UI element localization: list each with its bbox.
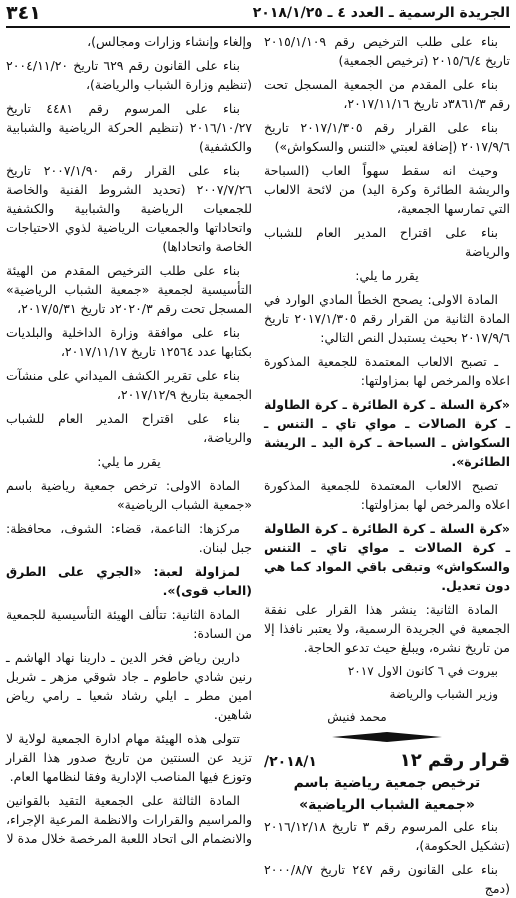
decides-line: يقرر ما يلي: (97, 454, 161, 469)
divider-ornament-icon (332, 732, 442, 742)
association-sport: لمزاولة لعبة: «الجري على الطرق (العاب قوى)». (6, 564, 252, 598)
founders-list: دارين رياض فخر الدين ـ دارينا نهاد الهاشم ـ رنين شادي حاطوم ـ جاد شوقي مزهر ـ شربل امين مطر ـ ايلي رشاد شعيا ـ رامي رياض شاهين. (6, 650, 252, 722)
signature-title: وزير الشباب والرياضة (389, 687, 498, 701)
paragraph: وإلغاء وإنشاء وزارات ومجالس)، (87, 34, 252, 49)
right-column (264, 32, 510, 896)
paragraph: بناء على المقدم من الجمعية المسجل تحت رقم ٣٨٦١/٣د تاريخ ٢٠١٧/١١/١٦، (264, 77, 510, 111)
association-location: مركزها: الناعمة، قضاء: الشوف، محافظة: جبل لبنان. (6, 521, 252, 555)
decision-date: ٢٠١٨/١/ (264, 754, 317, 770)
paragraph: وحيث انه سقط سهواً العاب (السباحة والريشة الطائرة وكرة اليد) من لائحة الالعاب التي تمارسها الجمعية، (264, 163, 510, 216)
decision-number: قرار رقم ١٢ (399, 750, 510, 771)
paragraph: بناء على تقرير الكشف الميداني على منشآت الجمعية بتاريخ ٢٠١٧/١٢/٩، (6, 368, 252, 402)
paragraph: بناء على المرسوم رقم ٤٤٨١ تاريخ ٢٠١٦/١٠/٢٧ (تنظيم الحركة الرياضية والشبابية والكشفية) (6, 101, 252, 154)
paragraph: بناء على اقتراح المدير العام للشباب والرياضة (264, 225, 510, 259)
signature-place-date: بيروت في ٦ كانون الاول ٢٠١٧ (347, 664, 498, 678)
section-divider (264, 732, 510, 742)
page-header (6, 0, 510, 28)
signature-name: محمد فنيش (327, 710, 387, 724)
association-name: «جمعية الشباب الرياضية» (299, 797, 475, 813)
page-number: ٣٤١ (6, 2, 41, 24)
article-second: المادة الثانية: ينشر هذا القرار على نفقة الجمعية في الجريدة الرسمية، ولا يعتبر نافذا إلا من تاريخ نشره، ويبلغ حيث تدعو الحاجة. (264, 602, 510, 655)
paragraph: ـ تصبح الالعاب المعتمدة للجمعية المذكورة اعلاه والمرخص لها بمزاولتها: (264, 354, 510, 388)
paragraph: بناء على المرسوم رقم ٣ تاريخ ٢٠١٦/١٢/١٨ (تشكيل الحكومة)، (264, 819, 510, 853)
paragraph: تصبح الالعاب المعتمدة للجمعية المذكورة اعلاه والمرخص لها بمزاولتها: (264, 478, 510, 512)
paragraph: بناء على طلب الترخيص رقم ٢٠١٥/١/١٠٩ تاريخ ٢٠١٥/٦/٤ (ترخيص الجمعية) (264, 34, 510, 68)
paragraph: بناء على طلب الترخيص المقدم من الهيئة التأسيسية لجمعية «جمعية الشباب الرياضية» المسجل تحت رقم ٢٠٢٠/٣د تاريخ ٢٠١٧/٥/٣١، (6, 263, 252, 316)
paragraph: بناء على القرار رقم ٢٠٠٧/١/٩٠ تاريخ ٢٠٠٧/٧/٢٦ (تحديد الشروط الفنية والخاصة للجمعيات الرياضية والشبابية والكشفية واتحاداتها والجمعيات الرياضية لذوي الاحتياجات الخاصة واتحاداها) (6, 163, 252, 254)
paragraph: تتولى هذه الهيئة مهام ادارة الجمعية لولاية لا تزيد عن السنتين من تاريخ صدور هذا القرار وتوزع فيها المناصب الإدارية وفقا لنظامها العام. (6, 731, 252, 784)
paragraph: بناء على موافقة وزارة الداخلية والبلديات بكتابها عدد ١٢٥٦٤ تاريخ ٢٠١٧/١١/١٧، (6, 325, 252, 359)
paragraph: بناء على اقتراح المدير العام للشباب والرياضة، (6, 411, 252, 445)
paragraph: بناء على القانون رقم ٦٢٩ تاريخ ٢٠٠٤/١١/٢٠ (تنظيم وزارة الشباب والرياضة)، (6, 58, 252, 92)
decides-line: يقرر ما يلي: (355, 268, 419, 283)
decision-subject: ترخيص جمعية رياضية باسم (293, 775, 481, 791)
columns (6, 32, 510, 896)
paragraph: بناء على القرار رقم ٢٠١٧/١/٣٠٥ تاريخ ٢٠١٧/٩/٦ (إضافة لعبتي «التنس والسكواش») (264, 120, 510, 154)
article-first: المادة الاولى: يصحح الخطأ المادي الوارد في المادة الثانية من القرار رقم ٢٠١٧/١/٣٠٥ تاريخ ٢٠١٧/٩/٦ بحيث يستبدل النص التالي: (264, 292, 510, 345)
left-column (6, 32, 252, 854)
article-first: المادة الاولى: ترخص جمعية رياضية باسم «جمعية الشباب الرياضية» (6, 478, 252, 512)
games-list: «كرة السلة ـ كرة الطائرة ـ كرة الطاولة ـ كرة الصالات ـ مواي تاي ـ التنس ـ السكواش ـ السباحة ـ كرة اليد ـ الريشة الطائرة». (264, 397, 510, 469)
decision-title (264, 750, 510, 771)
article-third: المادة الثالثة على الجمعية التقيد بالقوانين والمراسيم والقرارات والانظمة المرعية الإجراء، والانضمام الى اتحاد اللعبة المرخصة خلال مدة لا (6, 793, 252, 846)
paragraph: بناء على القانون رقم ٢٤٧ تاريخ ٢٠٠٠/٨/٧ (دمج (264, 862, 510, 896)
article-second: المادة الثانية: تتألف الهيئة التأسيسية للجمعية من السادة: (6, 607, 252, 641)
gazette-title: الجريدة الرسمية ـ العدد ٤ ـ ٢٠١٨/١/٢٥ (252, 5, 510, 21)
games-list: «كرة السلة ـ كرة الطائرة ـ كرة الطاولة ـ كرة الصالات ـ مواي تاي ـ التنس والسكواش» وتبقى باقي المواد كما هي دون تعديل. (264, 521, 510, 593)
